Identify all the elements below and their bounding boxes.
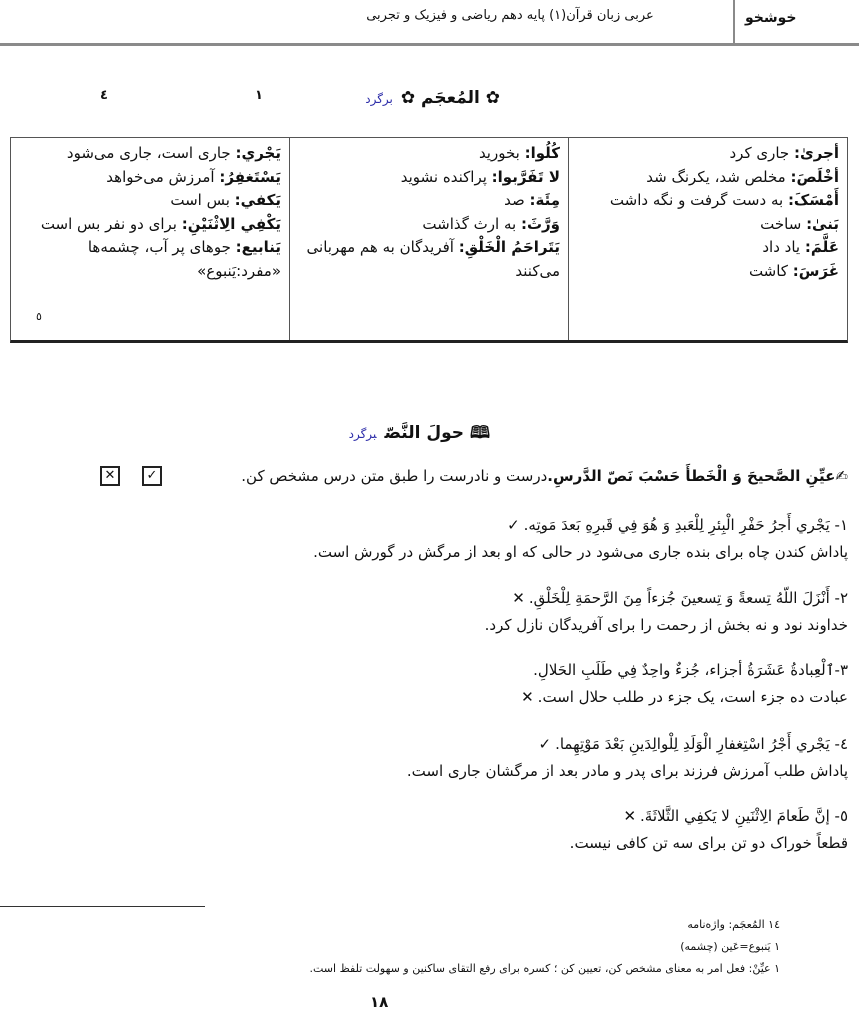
exercise-item [20, 731, 848, 785]
vocab-entry [298, 142, 560, 166]
vocab-entry [19, 142, 281, 166]
item-arabic-text: ٥- إنَّ طَعامَ الِاثْنَينِ لا يَكفِي الثَّلاثَةَ. [640, 807, 848, 825]
item-persian-text: قطعاً خوراک دو تن برای سه تن کافی نیست. [569, 834, 848, 852]
section-title: ✿ المُعجَم ✿ [400, 88, 500, 108]
item-arabic [20, 731, 848, 758]
item-persian-text: پاداش طلب آمرزش فرزند برای پدر و مادر بعد از مرگشان جاری است. [406, 762, 848, 780]
footnote: ۱ عيِّنْ: فعل امر به معنای مشخص کن، تعیین کن ؛ کسره برای رفع التقای ساکنین و سهولت تلفظ است. [309, 962, 780, 975]
vocab-meaning: ساخت [760, 214, 807, 233]
vocab-entry [19, 166, 281, 190]
vocab-entry [19, 189, 281, 213]
header-divider [0, 43, 859, 46]
vocab-meaning: بخورید [478, 144, 525, 162]
cross-box-icon: ✕ [100, 466, 120, 486]
number-b: ۱ [255, 88, 263, 103]
vocab-meaning: جوهای پر آب، چشمه‌ها [87, 238, 236, 256]
item-persian [20, 830, 848, 857]
vocab-meaning: یاد داد [762, 238, 805, 256]
item-arabic [20, 512, 848, 539]
vocab-entry [19, 260, 281, 284]
vocab-meaning: بس است [170, 191, 235, 209]
vocab-word: وَرَّثَ: [520, 214, 560, 233]
vocab-col-middle [289, 138, 568, 340]
check-box-icon: ✓ [142, 466, 162, 486]
header-title: عربی زبان قرآن(۱) پایه دهم ریاضی و فیزیک و تجربی [366, 8, 654, 23]
instruction-arabic: عيِّنِ الصَّحيحَ وَ الْخَطأَ حَسْبَ نَصّ الدَّرسِ. [547, 467, 836, 485]
item-persian [20, 758, 848, 785]
vocab-entry [577, 260, 839, 284]
vocab-meaning: آمرزش می‌خواهد [106, 167, 220, 186]
vocab-word: غَرَسَ: [792, 261, 839, 280]
page-number: ۱۸ [370, 993, 389, 1011]
vocab-table [10, 137, 848, 343]
vocab-entry [298, 213, 560, 237]
vocab-meaning: برای دو نفر بس است [40, 214, 182, 233]
section-title: 🕮 حولَ النَّصّ [384, 423, 490, 443]
vocab-word: عَلَّمَ: [804, 238, 839, 256]
vocab-word: يَجْري: [235, 144, 281, 162]
vocab-meaning: مخلص شد، یکرنگ شد [646, 167, 791, 186]
instruction [100, 466, 848, 486]
vocab-entry [577, 213, 839, 237]
vocab-meaning: «مفرد:يَنبوع» [197, 261, 281, 280]
vocab-word: أَمْسَکَ: [787, 191, 839, 209]
item-arabic-text: ٣-ٱلْعِبادةُ عَشَرَةُ أجزاء، جُزءٌ واحِدٌ فِي طَلَبِ الحَلالِ. [533, 661, 848, 679]
vocab-meaning: جاری است، جاری می‌شود [66, 144, 236, 162]
vocab-meaning: کاشت [748, 261, 793, 280]
vocab-entry [298, 236, 560, 283]
header-separator [733, 0, 735, 45]
back-link[interactable]: برگرد [365, 92, 393, 106]
instruction-persian: درست‌ و نادرست را طبق متن درس مشخص کن. [241, 467, 548, 485]
vocab-word: أجریٰ: [793, 144, 839, 162]
vocab-word: بَنیٰ: [806, 214, 839, 233]
vocab-entry [19, 213, 281, 237]
vocab-word: يَتَراحَمُ الْخَلْقِ: [458, 238, 560, 256]
item-arabic [20, 585, 848, 612]
vocab-word: مِئَة: [529, 191, 560, 209]
vocab-entry [577, 189, 839, 213]
exercise-item [20, 585, 848, 639]
item-persian [20, 684, 848, 711]
footnote: ۱ يَنبوع=عَين (چشمه) [680, 940, 780, 953]
item-arabic-text: ١- يَجْري أَجرُ حَفْرِ الْبِئرِ لِلْعَبدِ وَ هُوَ فِي قَبرِهِ بَعدَ مَوتِه. [523, 516, 848, 534]
vocab-word: لا تَفَرَّبوا: [491, 167, 560, 186]
answer-mark: ✓ [538, 735, 552, 753]
vocab-word: يَكفي: [234, 191, 281, 209]
item-arabic [20, 803, 848, 830]
footnote-marker: ٥ [36, 310, 42, 323]
vocab-word: يَسْتَغفِرُ: [219, 167, 281, 186]
answer-mark: ✕ [512, 589, 525, 607]
footnote-divider [0, 906, 205, 907]
section-title-mojam [300, 88, 500, 108]
vocab-meaning: جاری کرد [729, 144, 794, 162]
item-persian [20, 612, 848, 639]
vocab-meaning: به ارث گذاشت [422, 214, 521, 233]
vocab-entry [298, 166, 560, 190]
exercise-item [20, 803, 848, 857]
vocab-col-right [568, 138, 847, 340]
item-persian-text: خداوند نود و نه بخش از رحمت را برای آفریدگان نازل کرد. [484, 616, 848, 634]
item-arabic-text: ٢- أَنْزَلَ اللّهُ تِسعةً وَ تِسعينَ جُزءاً مِنَ الرَّحمَةِ لِلْخَلْقِ. [528, 589, 848, 607]
brand-label: خوشخو [745, 10, 797, 26]
exercise-item [20, 512, 848, 566]
vocab-entry [577, 166, 839, 190]
vocab-meaning: پراکنده نشوید [400, 167, 492, 186]
answer-mark: ✕ [521, 688, 534, 706]
number-a: ٤ [100, 88, 108, 103]
answer-mark: ✓ [507, 516, 520, 534]
item-persian [20, 539, 848, 566]
footnote: ۱٤ المُعجَم: واژه‌نامه [687, 918, 780, 931]
vocab-word: يَكْفِي الِاثْنَيْنِ: [181, 214, 281, 233]
vocab-meaning: به دست گرفت و نگه داشت [609, 191, 788, 209]
vocab-word: أخْلَصَ: [790, 167, 839, 186]
vocab-word: كُلُوا: [524, 144, 560, 162]
item-arabic-text: ٤- يَجْري أَجْرُ اسْتِغفارِ الْوَلَدِ لِلْوالِدَينِ بَعْدَ مَوْتِهِما. [555, 735, 848, 753]
answer-mark: ✕ [623, 807, 637, 825]
vocab-entry [19, 236, 281, 260]
vocab-entry [577, 236, 839, 260]
item-arabic [20, 657, 848, 684]
vocab-meaning: آفریدگان به هم مهربانی می‌کنند [306, 238, 560, 280]
item-persian-text: عبادت ده جزء است، یک جزء در طلب حلال است. [537, 688, 848, 706]
vocab-meaning: صد [504, 191, 530, 209]
exercise-item [20, 657, 848, 711]
back-link[interactable]: برگرد [348, 427, 377, 441]
vocab-entry [577, 142, 839, 166]
vocab-entry [298, 189, 560, 213]
item-persian-text: پاداش کندن چاه برای بنده جاری می‌شود در حالی که او بعد از مرگش در گورش است. [313, 543, 848, 561]
pencil-icon: ✍ [835, 467, 848, 485]
section-title-hawl [300, 420, 490, 449]
vocab-word: يَنابيع: [235, 238, 281, 256]
vocab-col-left [11, 138, 289, 340]
